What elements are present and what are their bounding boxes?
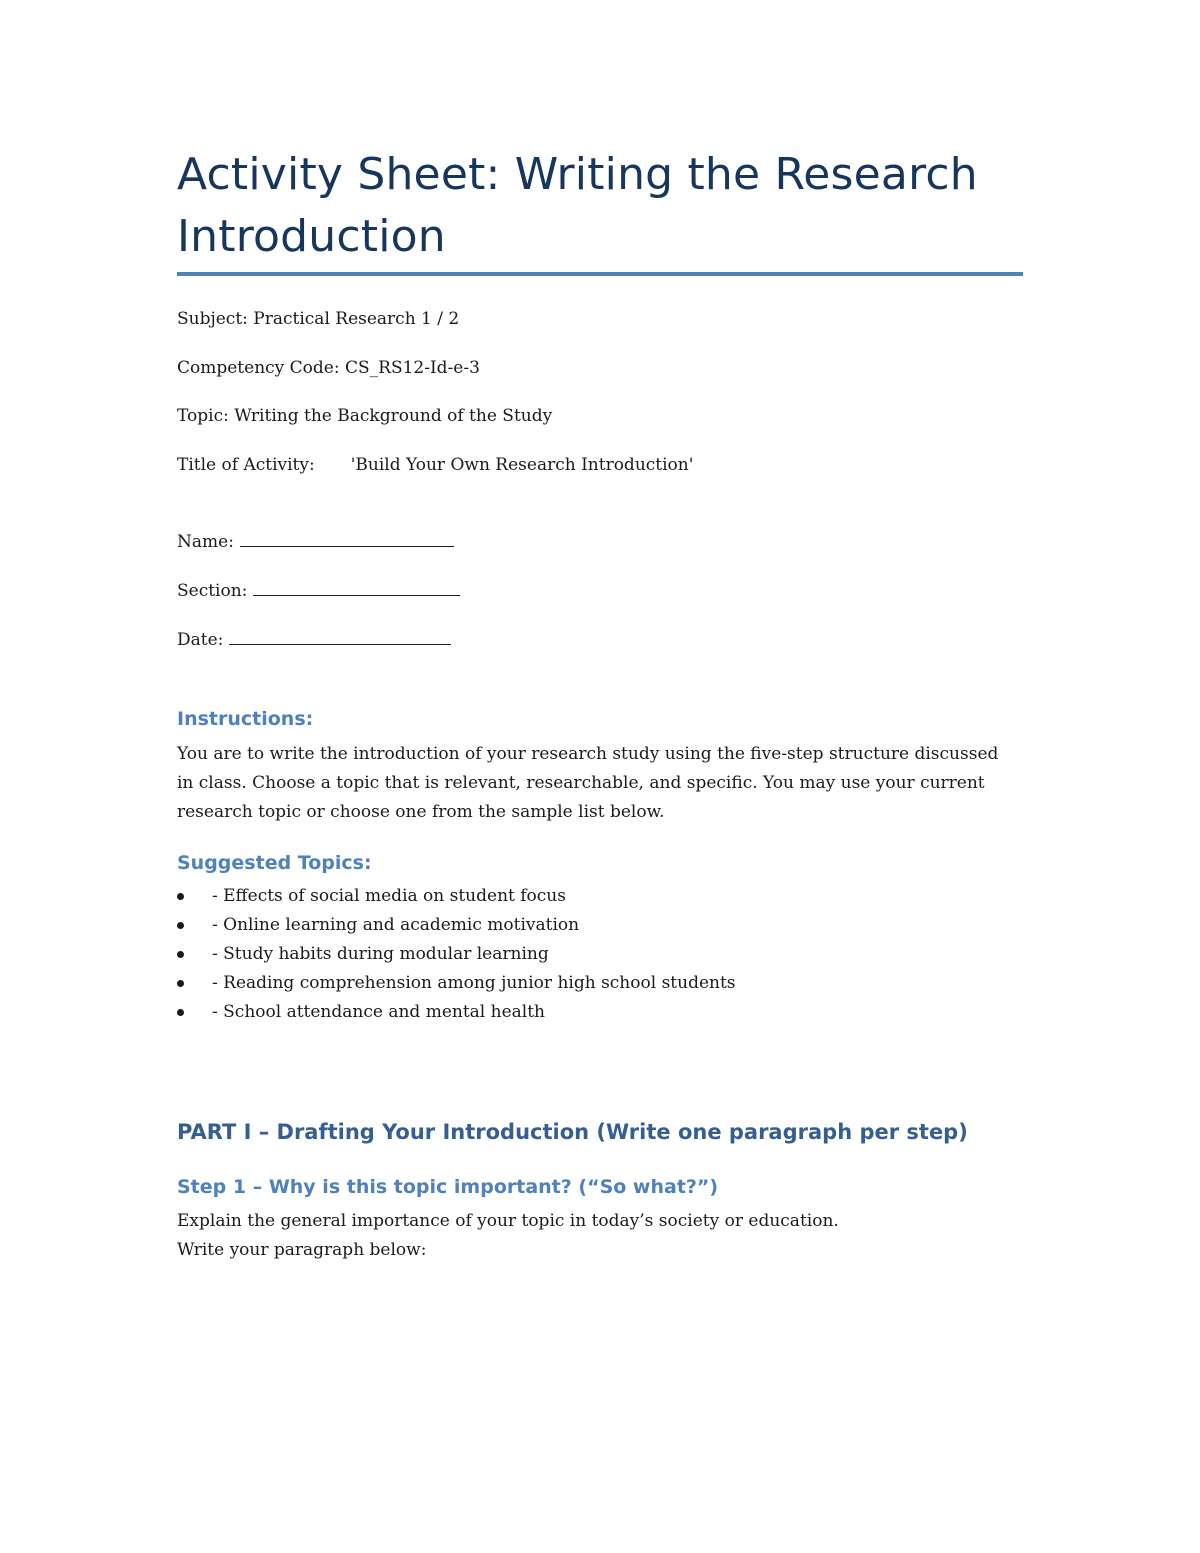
section-label: Section:: [177, 581, 248, 601]
list-item: - Effects of social media on student focus: [177, 882, 736, 911]
document-title: Activity Sheet: Writing the Research Introduction: [177, 149, 978, 262]
step1-prompt: Write your paragraph below:: [177, 1240, 427, 1260]
part1-heading: PART I – Drafting Your Introduction (Write one paragraph per step): [177, 1120, 968, 1144]
instructions-heading: Instructions:: [177, 708, 314, 730]
date-label: Date:: [177, 630, 224, 650]
date-blank-line[interactable]: [229, 629, 451, 645]
bullet-icon: [177, 980, 184, 987]
name-field: [177, 531, 454, 553]
activity-title-label: Title of Activity:: [177, 455, 315, 475]
list-item: - School attendance and mental health: [177, 998, 736, 1027]
subject-line: Subject: Practical Research 1 / 2: [177, 309, 460, 329]
suggested-topics-list: [177, 882, 736, 1027]
list-item: - Study habits during modular learning: [177, 940, 736, 969]
instructions-text: You are to write the introduction of your research study using the five-step structure discussed in class. Choose a topic that is relevant, researchable, and specific. You may use your current research topic or choose one from the sample list below.: [177, 744, 999, 822]
bullet-icon: [177, 893, 184, 900]
name-blank-line[interactable]: [240, 531, 454, 547]
step1-description: Explain the general importance of your topic in today’s society or education.: [177, 1211, 839, 1231]
activity-title-line: [177, 454, 693, 476]
bullet-icon: [177, 1009, 184, 1016]
topic-line: Topic: Writing the Background of the Study: [177, 406, 553, 426]
competency-line: Competency Code: CS_RS12-Id-e-3: [177, 358, 480, 378]
list-item: - Reading comprehension among junior high school students: [177, 969, 736, 998]
list-item: - Online learning and academic motivation: [177, 911, 736, 940]
suggested-topics-heading: Suggested Topics:: [177, 852, 372, 874]
date-field: [177, 629, 451, 651]
bullet-icon: [177, 922, 184, 929]
activity-title-value: 'Build Your Own Research Introduction': [350, 455, 694, 475]
title-underline: [177, 272, 1023, 276]
step1-heading: Step 1 – Why is this topic important? (“So what?”): [177, 1176, 719, 1198]
name-label: Name:: [177, 532, 234, 552]
bullet-icon: [177, 951, 184, 958]
section-blank-line[interactable]: [253, 580, 460, 596]
section-field: [177, 580, 460, 602]
